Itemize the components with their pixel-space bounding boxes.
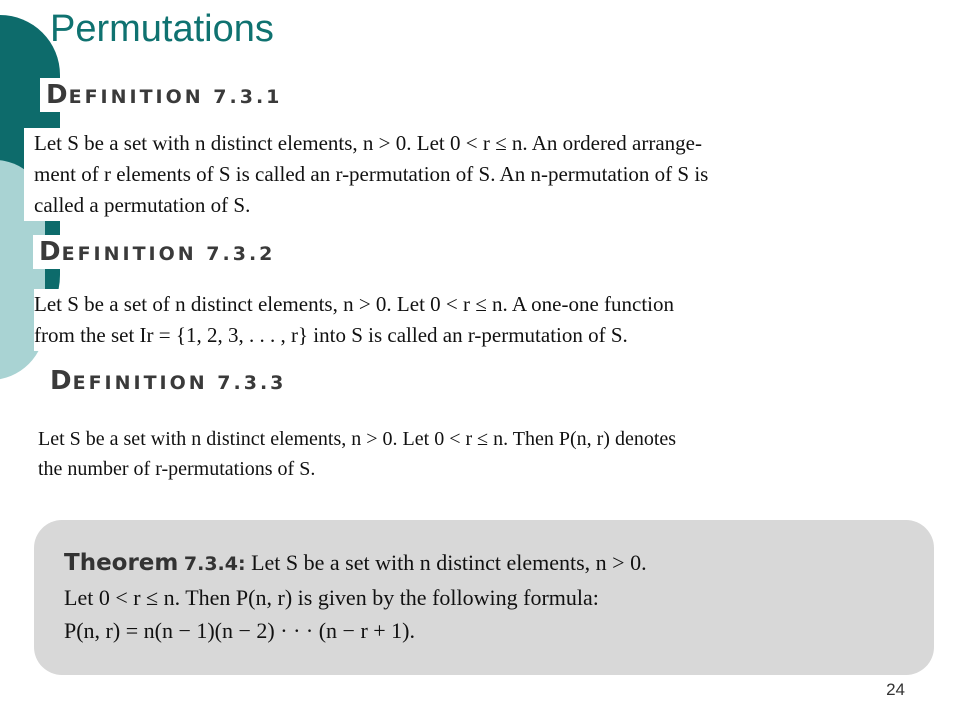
definition-heading-rest: EFINITION 7.3.3 [72,372,287,394]
definition-line: Let S be a set of n distinct elements, n > 0. Let 0 < r ≤ n. A one-one function [34,292,674,316]
definition-line: Let S be a set with n distinct elements, n > 0. Let 0 < r ≤ n. Then P(n, r) denotes [38,428,677,450]
theorem-line-2: Let 0 < r ≤ n. Then P(n, r) is given by the following formula: [64,585,599,610]
definition-line: Let S be a set with n distinct elements, n > 0. Let 0 < r ≤ n. An ordered arrange- [34,131,702,155]
theorem-text [64,546,647,647]
definition-line: the number of r-permutations of S. [38,458,316,480]
theorem-label: Theorem [64,550,179,576]
theorem-statement: Let S be a set with n distinct elements, n > 0. [251,550,647,575]
theorem-number: 7.3.4: [183,553,246,575]
definition-line: called a permutation of S. [34,193,251,217]
definition-text-2 [34,289,914,351]
definition-heading-cap: D [39,237,62,267]
theorem-box [34,520,934,675]
theorem-formula: P(n, r) = n(n − 1)(n − 2) · · · (n − r + 1). [64,618,416,643]
definition-line: from the set Ir = {1, 2, 3, . . . , r} into S is called an r-permutation of S. [34,323,628,347]
definition-heading-2 [33,235,281,269]
theorem-line-1 [64,546,647,581]
definition-text-3 [38,424,918,484]
definition-heading-3 [44,364,292,398]
page-number: 24 [886,680,905,699]
definition-heading-cap: D [50,366,73,396]
definition-line: ment of r elements of S is called an r-permutation of S. An n-permutation of S is [34,162,709,186]
definition-heading-rest: EFINITION 7.3.1 [68,86,283,108]
definition-heading-1 [40,78,288,112]
definition-text-1 [24,128,924,221]
definition-heading-rest: EFINITION 7.3.2 [61,243,276,265]
definition-heading-cap: D [46,80,69,110]
slide-title: Permutations [50,8,274,50]
